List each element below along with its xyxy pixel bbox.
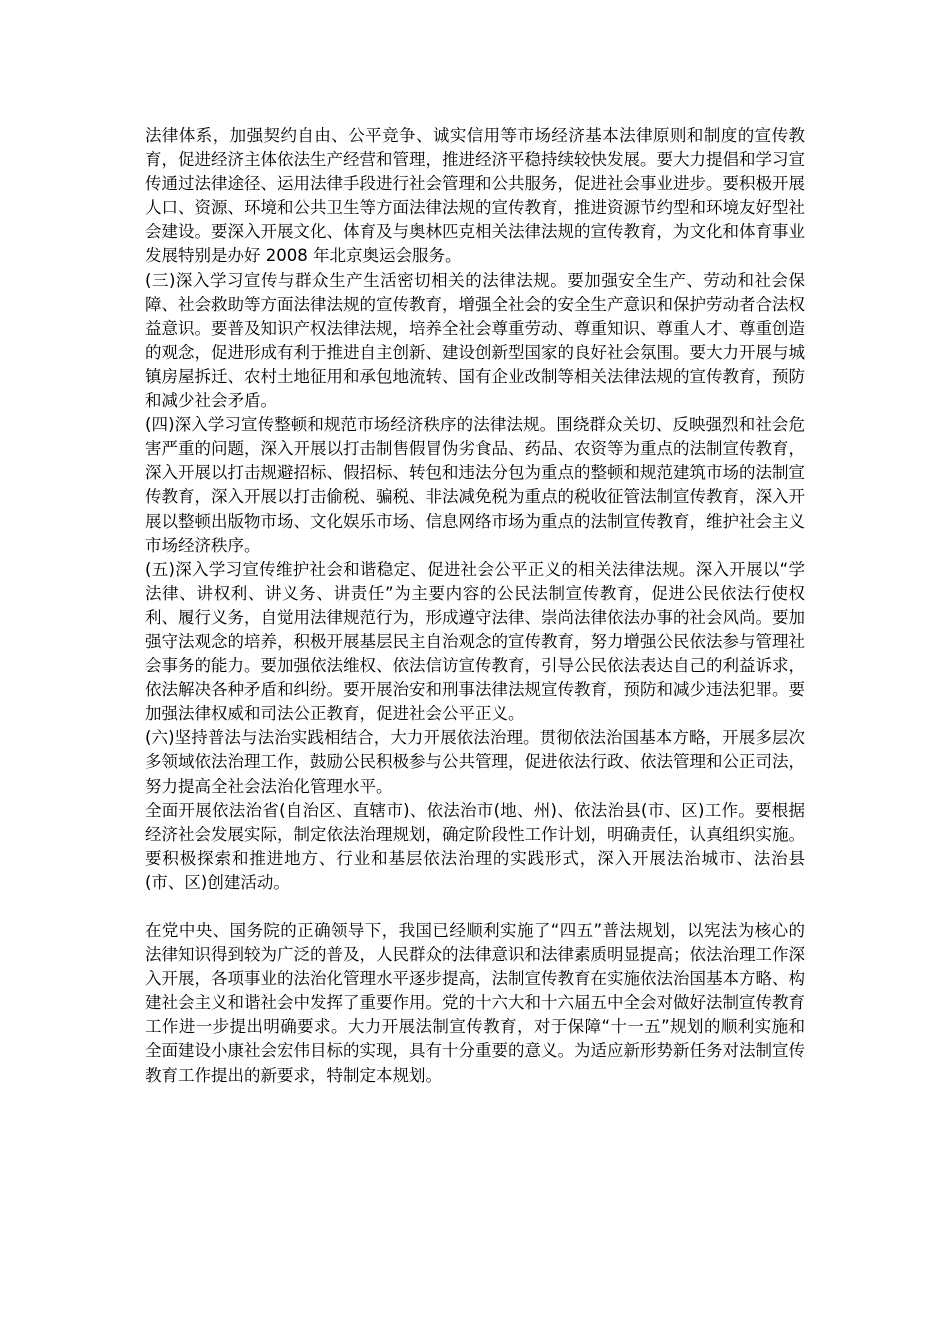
paragraph-introduction: 在党中央、国务院的正确领导下，我国已经顺利实施了“四五”普法规划，以宪法为核心的法律知识得到较为广泛的普及，人民群众的法律意识和法律素质明显提高；依法治理工作深入开展，各项事业的法治化管理水平逐步提高，法制宣传教育在实施依法治国基本方略、构建社会主义和谐社会中发挥了重要作用。党的十六大和十六届五中全会对做好法制宣传教育工作进一步提出明确要求。大力开展法制宣传教育，对于保障“十一五”规划的顺利实施和全面建设小康社会宏伟目标的实现，具有十分重要的意义。为适应新形势新任务对法制宣传教育工作提出的新要求，特制定本规划。 <box>145 921 805 1085</box>
document-body <box>145 124 805 1088</box>
paragraph-legal-system: 法律体系，加强契约自由、公平竞争、诚实信用等市场经济基本法律原则和制度的宣传教育，促进经济主体依法生产经营和管理，推进经济平稳持续较快发展。要大力提倡和学习宣传通过法律途径、运用法律手段进行社会管理和公共服务，促进社会事业进步。要积极开展人口、资源、环境和公共卫生等方面法律法规的宣传教育，推进资源节约型和环境友好型社会建设。要深入开展文化、体育及与奥林匹克相关法律法规的宣传教育，为文化和体育事业发展特别是办好 2008 年北京奥运会服务。 <box>145 126 805 266</box>
paragraph-governance: 全面开展依法治省(自治区、直辖市)、依法治市(地、州)、依法治县(市、区)工作。要根据经济社会发展实际，制定依法治理规划，确定阶段性工作计划，明确责任，认真组织实施。要积极探索和推进地方、行业和基层依法治理的实践形式，深入开展法治城市、法治县(市、区)创建活动。 <box>145 800 805 892</box>
paragraph-section-6: (六)坚持普法与法治实践相结合，大力开展依法治理。贯彻依法治国基本方略，开展多层次多领域依法治理工作，鼓励公民积极参与公共管理，促进依法行政、依法管理和公正司法，努力提高全社会法治化管理水平。 <box>145 728 805 796</box>
paragraph-spacer <box>145 895 805 919</box>
paragraph-section-5: (五)深入学习宣传维护社会和谐稳定、促进社会公平正义的相关法律法规。深入开展以“学法律、讲权利、讲义务、讲责任”为主要内容的公民法制宣传教育，促进公民依法行使权利、履行义务，自觉用法律规范行为，形成遵守法律、崇尚法律依法办事的社会风尚。要加强守法观念的培养，积极开展基层民主自治观念的宣传教育，努力增强公民依法参与管理社会事务的能力。要加强依法维权、依法信访宣传教育，引导公民依法表达自己的利益诉求，依法解决各种矛盾和纠纷。要开展治安和刑事法律法规宣传教育，预防和减少违法犯罪。要加强法律权威和司法公正教育，促进社会公平正义。 <box>145 559 805 724</box>
paragraph-section-4: (四)深入学习宣传整顿和规范市场经济秩序的法律法规。围绕群众关切、反映强烈和社会危害严重的问题，深入开展以打击制售假冒伪劣食品、药品、农资等为重点的法制宣传教育，深入开展以打击规避招标、假招标、转包和违法分包为重点的整顿和规范建筑市场的法制宣传教育，深入开展以打击偷税、骗税、非法减免税为重点的税收征管法制宣传教育，深入开展以整顿出版物市场、文化娱乐市场、信息网络市场为重点的法制宣传教育，维护社会主义市场经济秩序。 <box>145 415 805 555</box>
paragraph-section-3: (三)深入学习宣传与群众生产生活密切相关的法律法规。要加强安全生产、劳动和社会保障、社会救助等方面法律法规的宣传教育，增强全社会的安全生产意识和保护劳动者合法权益意识。要普及知识产权法律法规，培养全社会尊重劳动、尊重知识、尊重人才、尊重创造的观念，促进形成有利于推进自主创新、建设创新型国家的良好社会氛围。要大力开展与城镇房屋拆迁、农村土地征用和承包地流转、国有企业改制等相关法律法规的宣传教育，预防和减少社会矛盾。 <box>145 270 805 411</box>
